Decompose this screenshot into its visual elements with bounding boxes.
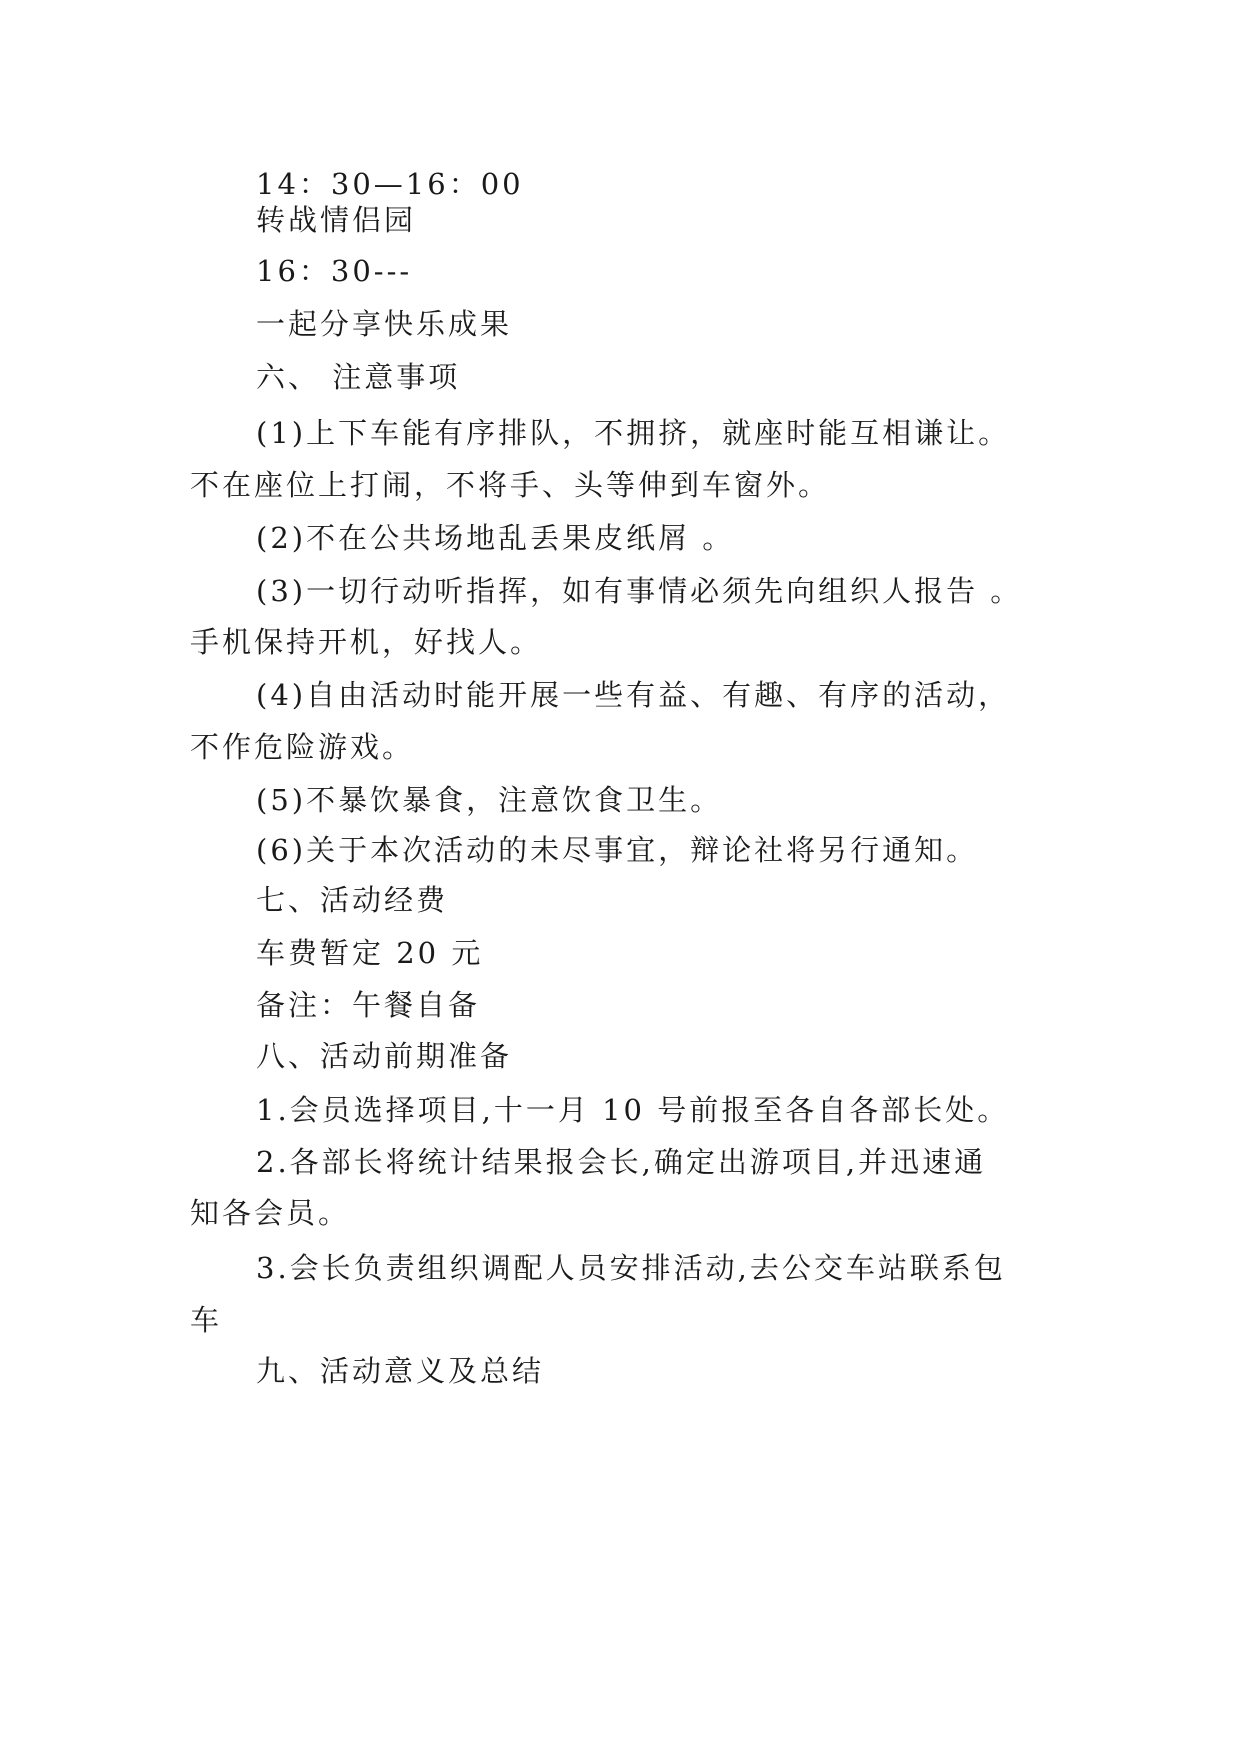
note-3: (3)一切行动听指挥，如有事情必须先向组织人报告 。 xyxy=(256,574,1023,608)
note-6: (6)关于本次活动的未尽事宜，辩论社将另行通知。 xyxy=(256,833,979,867)
section-heading-notes: 六、 注意事项 xyxy=(256,360,461,394)
note-5: (5)不暴饮暴食，注意饮食卫生。 xyxy=(256,783,723,817)
section-heading-significance: 九、活动意义及总结 xyxy=(256,1354,545,1388)
prep-item-2-continued: 知各会员。 xyxy=(190,1196,351,1230)
section-heading-budget: 七、活动经费 xyxy=(256,883,449,917)
note-1: (1)上下车能有序排队，不拥挤，就座时能互相谦让。 xyxy=(256,416,1011,450)
schedule-item-1: 转战情侣园 xyxy=(256,203,417,237)
prep-item-1: 1.会员选择项目,十一月 10 号前报至各自各部长处。 xyxy=(256,1093,1010,1127)
prep-item-3: 3.会长负责组织调配人员安排活动,去公交车站联系包 xyxy=(256,1251,1006,1285)
schedule-time-1: 14：30—16：00 xyxy=(256,167,524,201)
schedule-item-2: 一起分享快乐成果 xyxy=(256,307,513,341)
budget-fare: 车费暂定 20 元 xyxy=(256,936,484,970)
section-heading-preparation: 八、活动前期准备 xyxy=(256,1039,513,1073)
note-4-continued: 不作危险游戏。 xyxy=(190,730,415,764)
schedule-time-2: 16：30--- xyxy=(256,254,413,288)
note-2: (2)不在公共场地乱丢果皮纸屑 。 xyxy=(256,521,735,555)
prep-item-2: 2.各部长将统计结果报会长,确定出游项目,并迅速通 xyxy=(256,1145,987,1179)
note-4: (4)自由活动时能开展一些有益、有趣、有序的活动， xyxy=(256,678,1011,712)
note-1-continued: 不在座位上打闹，不将手、头等伸到车窗外。 xyxy=(190,468,831,502)
prep-item-3-continued: 车 xyxy=(190,1303,223,1337)
note-3-continued: 手机保持开机，好找人。 xyxy=(190,625,543,659)
budget-remark: 备注：午餐自备 xyxy=(256,988,481,1022)
